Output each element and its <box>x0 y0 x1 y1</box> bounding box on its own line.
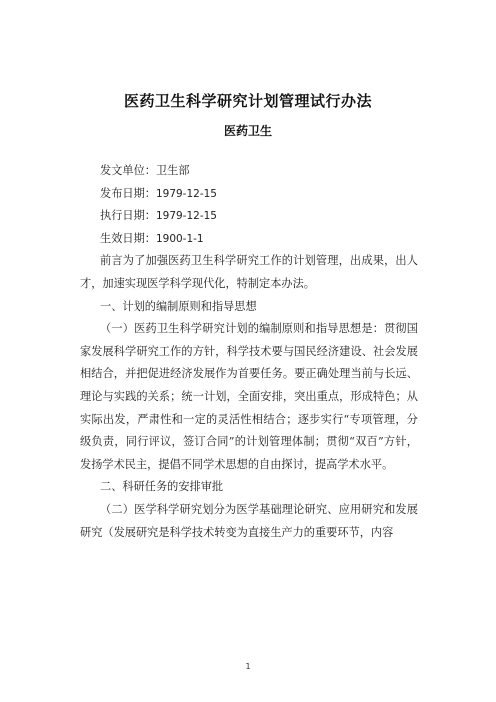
document-body <box>80 160 418 544</box>
meta-issuer <box>80 160 418 183</box>
meta-publish-date <box>80 183 418 206</box>
meta-value: 1900-1-1 <box>155 232 204 245</box>
meta-value: 1979-12-15 <box>155 187 217 200</box>
meta-execution-date <box>80 205 418 228</box>
meta-label: 发文单位： <box>100 164 156 177</box>
meta-label: 发布日期： <box>100 186 156 200</box>
preface-paragraph: 前言为了加强医药卫生科学研究工作的计划管理，出成果，出人才，加速实现医学科学现代化，特制定本办法。 <box>80 254 418 290</box>
section-heading-1: 一、计划的编制原则和指导思想 <box>100 299 257 313</box>
meta-effective-date <box>80 228 418 251</box>
section-heading-2: 二、科研任务的安排审批 <box>100 480 224 494</box>
document-subtitle: 医药卫生 <box>223 124 272 138</box>
meta-label: 执行日期： <box>100 209 156 223</box>
meta-label: 生效日期： <box>100 231 156 245</box>
section-2-paragraph: （二）医学科学研究划分为医学基础理论研究、应用研究和发展研究（发展研究是科学技术转变为直接生产力的重要环节，内容 <box>80 502 418 539</box>
document-title: 医药卫生科学研究计划管理试行办法 <box>123 92 372 110</box>
page-number: 1 <box>245 662 251 671</box>
section-1-paragraph: （一）医药卫生科学研究计划的编制原则和指导思想是：贯彻国家发展科学研究工作的方针，科学技术要与国民经济建设、社会发展相结合，并把促进经济发展作为首要任务。要正确处理当前与长远、理论与实践的关系；统一计划，全面安排，突出重点，形成特色；从实际出发，严肃性和一定的灵活性相结合；逐步实行“专项管理，分级负责，同行评议，签订合同”的计划管理体制；贯彻“双百”方针，发扬学术民主，提倡不同学术思想的自由探讨，提高学术水平。 <box>80 322 418 471</box>
meta-value: 1979-12-15 <box>155 210 217 223</box>
meta-value: 卫生部 <box>155 164 190 177</box>
